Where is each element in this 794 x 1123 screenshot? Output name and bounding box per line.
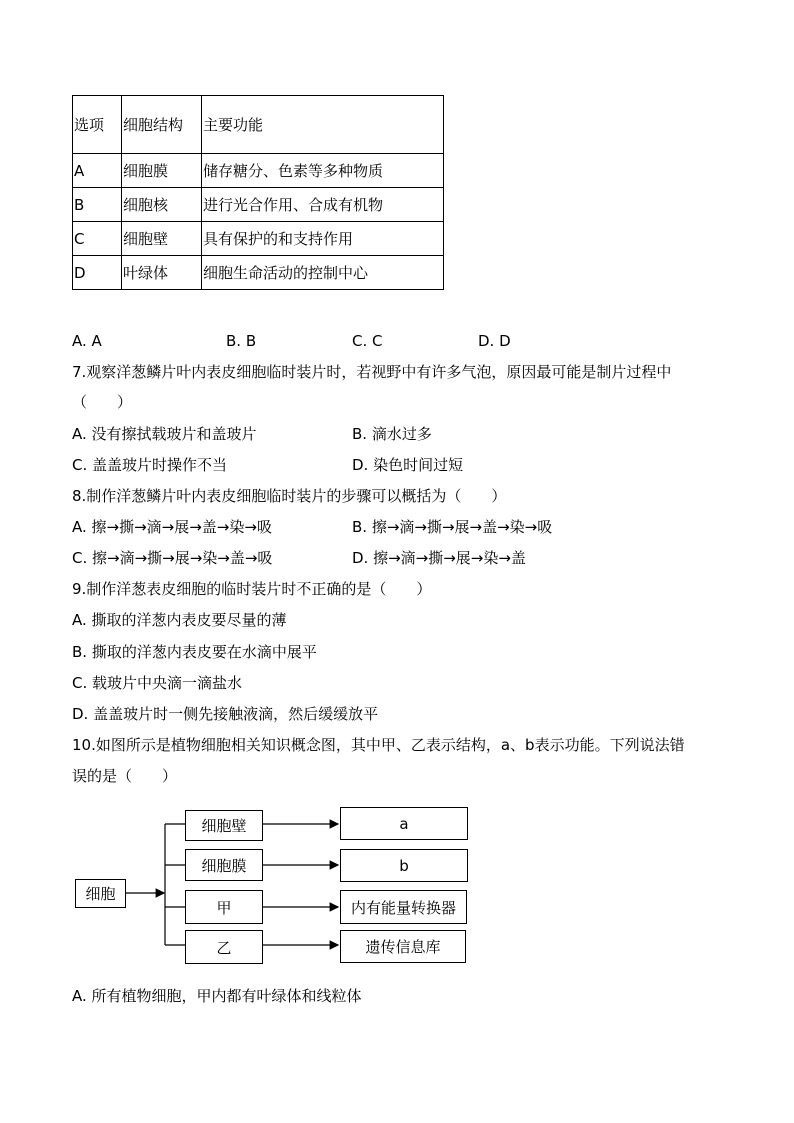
q7-stem-line2: （ ） (72, 393, 133, 411)
q10-stem-line2: 误的是（ ） (72, 767, 178, 785)
diagram-function-b: b (340, 849, 468, 882)
table-row (73, 256, 444, 290)
table-cell: 细胞膜 (122, 154, 202, 188)
table-cell: 细胞核 (122, 188, 202, 222)
diagram-root-cell: 细胞 (75, 879, 126, 908)
q9-option-b: B. 撕取的洋葱内表皮要在水滴中展平 (72, 643, 317, 661)
table-cell: 叶绿体 (122, 256, 202, 290)
q8-option-c: C. 擦→滴→撕→展→染→盖→吸 (72, 549, 273, 567)
q7-option-c: C. 盖盖玻片时操作不当 (72, 456, 228, 474)
table-cell: D (73, 256, 122, 290)
table-cell: B (73, 188, 122, 222)
options-table (72, 95, 444, 290)
table-cell: A (73, 154, 122, 188)
q10-stem-line1: 10.如图所示是植物细胞相关知识概念图，其中甲、乙表示结构，a、b表示功能。下列说法错 (72, 736, 685, 754)
q6-option-d: D. D (478, 332, 511, 350)
table-cell: 细胞生命活动的控制中心 (202, 256, 444, 290)
table-cell: 储存糖分、色素等多种物质 (202, 154, 444, 188)
q10-option-a: A. 所有植物细胞，甲内都有叶绿体和线粒体 (72, 987, 362, 1005)
q7-option-a: A. 没有擦拭载玻片和盖玻片 (72, 425, 257, 443)
q6-option-c: C. C (352, 332, 383, 350)
q9-option-c: C. 载玻片中央滴一滴盐水 (72, 674, 243, 692)
diagram-function-energy-converter: 内有能量转换器 (340, 890, 467, 924)
table-header-row (73, 96, 444, 154)
table-header-cell: 细胞结构 (122, 96, 202, 154)
q7-option-d: D. 染色时间过短 (352, 456, 464, 474)
diagram-structure-cell-wall: 细胞壁 (185, 810, 263, 841)
q8-option-a: A. 擦→撕→滴→展→盖→染→吸 (72, 518, 272, 536)
table-cell: C (73, 222, 122, 256)
q7-option-b: B. 滴水过多 (352, 425, 432, 443)
q8-option-d: D. 擦→滴→撕→展→染→盖 (352, 549, 526, 567)
table-header-cell: 主要功能 (202, 96, 444, 154)
q7-stem-line1: 7.观察洋葱鳞片叶内表皮细胞临时装片时，若视野中有许多气泡，原因最可能是制片过程中 (72, 363, 672, 381)
table-header-cell: 选项 (73, 96, 122, 154)
diagram-structure-cell-membrane: 细胞膜 (185, 849, 263, 881)
diagram-function-a: a (340, 807, 468, 840)
table-cell: 细胞壁 (122, 222, 202, 256)
diagram-structure-jia: 甲 (185, 890, 263, 924)
table-row (73, 188, 444, 222)
q6-option-b: B. B (226, 332, 257, 350)
table-cell: 具有保护的和支持作用 (202, 222, 444, 256)
table-row (73, 222, 444, 256)
table-row (73, 154, 444, 188)
table-cell: 进行光合作用、合成有机物 (202, 188, 444, 222)
diagram-structure-yi: 乙 (185, 930, 263, 964)
q8-stem: 8.制作洋葱鳞片叶内表皮细胞临时装片的步骤可以概括为（ ） (72, 487, 507, 505)
q9-option-a: A. 撕取的洋葱内表皮要尽量的薄 (72, 611, 287, 629)
q9-stem: 9.制作洋葱表皮细胞的临时装片时不正确的是（ ） (72, 580, 432, 598)
q6-option-a: A. A (72, 332, 102, 350)
q9-option-d: D. 盖盖玻片时一侧先接触液滴，然后缓缓放平 (72, 705, 379, 723)
q8-option-b: B. 擦→滴→撕→展→盖→染→吸 (352, 518, 553, 536)
diagram-function-genetic-library: 遗传信息库 (340, 930, 466, 963)
